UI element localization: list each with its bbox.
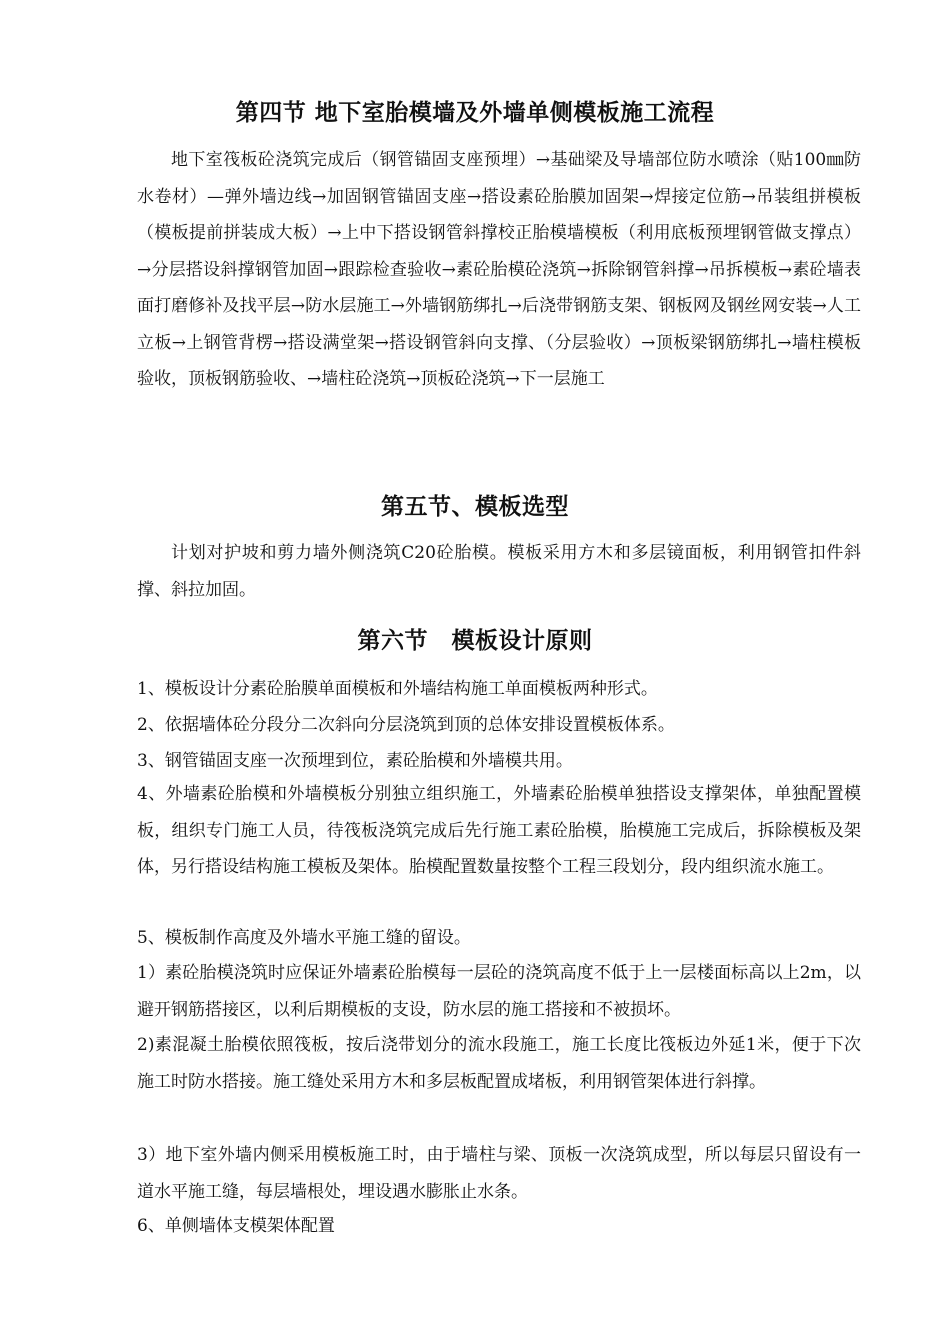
principle-subitem: 1）素砼胎模浇筑时应保证外墙素砼胎模每一层砼的浇筑高度不低于上一层楼面标高以上2m，以避开钢筋搭接区，以利后期模板的支设，防水层的施工搭接和不被损坏。 xyxy=(137,963,861,1020)
principle-subitem: 2)素混凝土胎模依照筏板，按后浇带划分的流水段施工，施工长度比筏板边外延1米，便于下次施工时防水搭接。施工缝处采用方木和多层板配置成堵板，利用钢管架体进行斜撑。 xyxy=(137,1035,861,1092)
principle-subitem: 3）地下室外墙内侧采用模板施工时，由于墙柱与梁、顶板一次浇筑成型，所以每层只留设有一道水平施工缝，每层墙根处，埋设遇水膨胀止水条。 xyxy=(137,1145,861,1202)
section-4-heading: 第四节 地下室胎模墙及外墙单侧模板施工流程 xyxy=(235,99,715,126)
principle-item: 2、依据墙体砼分段分二次斜向分层浇筑到顶的总体安排设置模板体系。 xyxy=(137,715,675,735)
principle-item: 5、模板制作高度及外墙水平施工缝的留设。 xyxy=(137,928,471,948)
principle-item: 3、钢管锚固支座一次预埋到位，素砼胎模和外墙模共用。 xyxy=(137,751,573,771)
section-5-heading: 第五节、模板选型 xyxy=(381,493,569,520)
principle-item: 6、单侧墙体支模架体配置 xyxy=(137,1216,335,1236)
section-6-heading: 第六节 模板设计原则 xyxy=(357,627,593,654)
principle-item: 4、外墙素砼胎模和外墙模板分别独立组织施工，外墙素砼胎模单独搭设支撑架体，单独配置模板，组织专门施工人员，待筏板浇筑完成后先行施工素砼胎模，胎模施工完成后，拆除模板及架体，另行搭设结构施工模板及架体。胎模配置数量按整个工程三段划分，段内组织流水施工。 xyxy=(137,784,861,877)
section-4-body: 地下室筏板砼浇筑完成后（钢管锚固支座预埋）→基础梁及导墙部位防水喷涂（贴100㎜防水卷材）—弹外墙边线→加固钢管锚固支座→搭设素砼胎膜加固架→焊接定位筋→吊装组拼模板（模板提前拼装成大板）→上中下搭设钢管斜撑校正胎模墙模板（利用底板预埋钢管做支撑点）→分层搭设斜撑钢管加固→跟踪检查验收→素砼胎模砼浇筑→拆除钢管斜撑→吊拆模板→素砼墙表面打磨修补及找平层→防水层施工→外墙钢筋绑扎→后浇带钢筋支架、钢板网及钢丝网安装→人工立板→上钢管背楞→搭设满堂架→搭设钢管斜向支撑、（分层验收）→顶板梁钢筋绑扎→墙柱模板验收，顶板钢筋验收、→墙柱砼浇筑→顶板砼浇筑→下一层施工 xyxy=(137,150,861,389)
section-5-body: 计划对护坡和剪力墙外侧浇筑C20砼胎模。模板采用方木和多层镜面板，利用钢管扣件斜撑、斜拉加固。 xyxy=(137,543,861,600)
principle-item: 1、模板设计分素砼胎膜单面模板和外墙结构施工单面模板两种形式。 xyxy=(137,679,658,699)
